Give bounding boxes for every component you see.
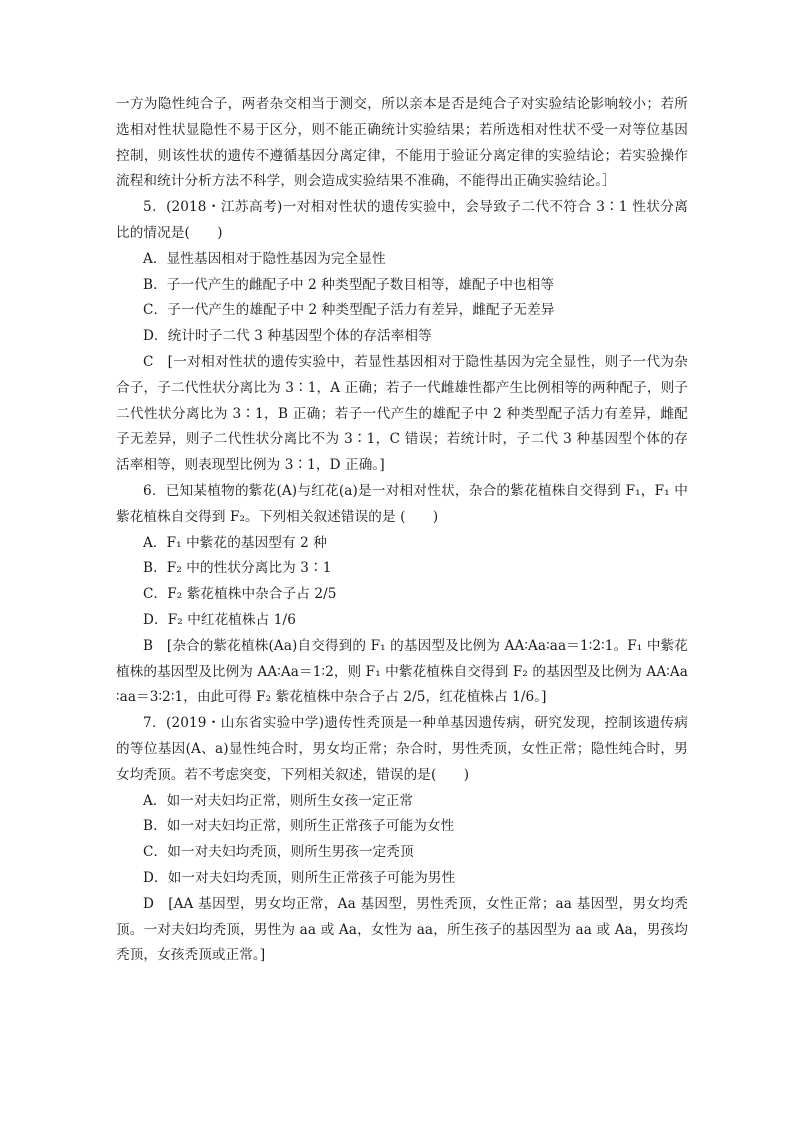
question-5-option-c: C．子一代产生的雄配子中 2 种类型配子活力有差异，雌配子无差异: [143, 302, 555, 319]
question-5-option-b: B．子一代产生的雌配子中 2 种类型配子数目相等，雄配子中也相等: [143, 276, 555, 293]
question-7-stem: 7．(2019・山东省实验中学)遗传性秃顶是一种单基因遗传病，研究发现，控制该遗传病的等位基因(A、a)显性纯合时，男女均正常；杂合时，男性秃顶，女性正常；隐性纯合时，男女均秃顶。若不考虑突变，下列相关叙述，错误的是( ): [116, 715, 688, 783]
question-7-option-c: C．如一对夫妇均秃顶，则所生男孩一定秃顶: [143, 844, 414, 861]
question-5-answer: C [一对相对性状的遗传实验中，若显性基因相对于隐性基因为完全显性，则子一代为杂合子，子二代性状分离比为 3∶1，A 正确；若子一代雌雄性都产生比例相等的两种配子，则子二代性状分离比为 3∶1，B 正确；若子一代产生的雄配子中 2 种类型配子活力有差异，雌配子无差异，则子二代性状分离比不为 3∶1，C 错误；若统计时，子二代 3 种基因型个体的存活率相等，则表现型比例为 3∶1，D 正确。]: [116, 353, 688, 474]
question-7-option-b: B．如一对夫妇均正常，则所生正常孩子可能为女性: [143, 818, 455, 835]
question-6-option-b: B．F₂ 中的性状分离比为 3∶1: [143, 560, 332, 577]
question-6-stem: 6．已知某植物的紫花(A)与红花(a)是一对相对性状，杂合的紫花植株自交得到 F₁，F₁ 中紫花植株自交得到 F₂。下列相关叙述错误的是 ( ): [116, 482, 688, 525]
question-6-option-c: C．F₂ 紫花植株中杂合子占 2/5: [143, 586, 337, 603]
question-6-option-d: D．F₂ 中红花植株占 1/6: [143, 611, 296, 628]
question-5-option-a: A．显性基因相对于隐性基因为完全显性: [143, 250, 386, 267]
document-body: [116, 92, 688, 969]
question-5-option-d: D．统计时子二代 3 种基因型个体的存活率相等: [143, 328, 432, 345]
question-6-answer: B [杂合的紫花植株(Aa)自交得到的 F₁ 的基因型及比例为 AA∶Aa∶aa＝1∶2∶1。F₁ 中紫花植株的基因型及比例为 AA∶Aa＝1∶2，则 F₁ 中紫花植株自交得到 F₂ 的基因型及比例为 AA∶Aa∶aa＝3∶2∶1，由此可得 F₂ 紫花植株中杂合子占 2/5，红花植株占 1/6。]: [116, 637, 688, 706]
question-7-option-d: D．如一对夫妇均秃顶，则所生正常孩子可能为男性: [143, 869, 456, 886]
question-7-answer: D [AA 基因型，男女均正常，Aa 基因型，男性秃顶，女性正常；aa 基因型，男女均秃顶。一对夫妇均秃顶，男性为 aa 或 Aa，女性为 aa，所生孩子的基因型为 aa 或 Aa，男孩均秃顶，女孩秃顶或正常。]: [116, 895, 688, 964]
prev-answer-continuation: 一方为隐性纯合子，两者杂交相当于测交，所以亲本是否是纯合子对实验结论影响较小；若所选相对性状显隐性不易于区分，则不能正确统计实验结果；若所选相对性状不受一对等位基因控制，则该性状的遗传不遵循基因分离定律，不能用于验证分离定律的实验结论；若实验操作流程和统计分析方法不科学，则会造成实验结果不准确，不能得出正确实验结论。］: [116, 96, 688, 190]
question-6-option-a: A．F₁ 中紫花的基因型有 2 种: [143, 534, 327, 551]
question-5-stem: 5．(2018・江苏高考)一对相对性状的遗传实验中，会导致子二代不符合 3∶1 性状分离比的情况是( ): [116, 199, 688, 241]
question-7-option-a: A．如一对夫妇均正常，则所生女孩一定正常: [143, 792, 414, 809]
